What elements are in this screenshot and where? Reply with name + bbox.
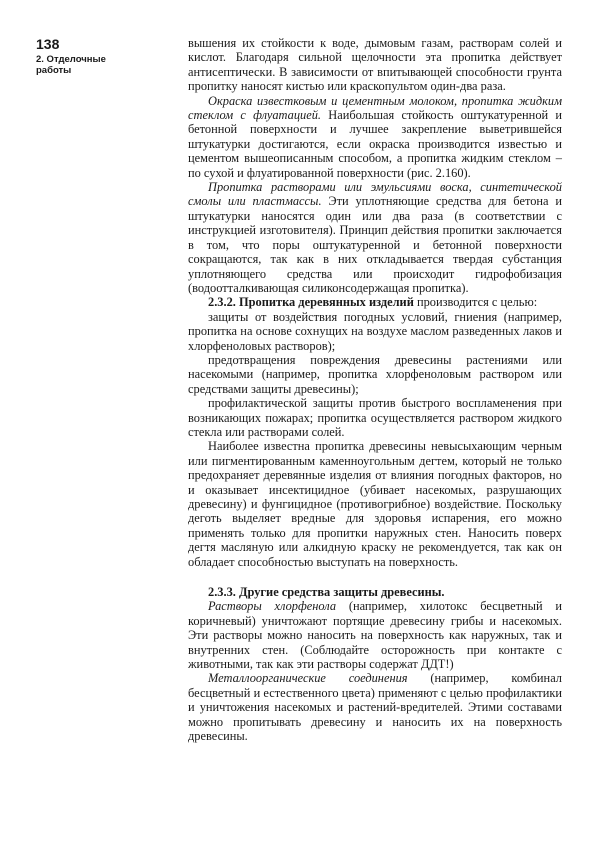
section-2-3-2-intro: производится с целью: [413,295,538,310]
section-heading-2-3-2: 2.3.2. Пропитка деревянных изделий [208,295,414,310]
run-in-title-chlorophenol: Растворы хлорфенола [208,599,337,614]
list-item: предотвращения повреждения древесины растениями или насекомыми (например, пропитка хлорфеноловым раствором или средствами защиты древесины); [188,352,562,396]
section-2-3-3 [188,585,562,599]
list-item: защиты от воздействия погодных условий, гниения (например, пропитка на основе сохнущих на воздухе маслом разведенных лаков и хлорфеноловых растворов); [188,309,562,353]
paragraph-lime-wash-text: Наибольшая стойкость оштукатуренной и бетонной поверхности и лучшее закрепление выветрившейся штукатурки достигаются, если окраска производится известью и цементом вышеописанным способом, а пропитка жидким стеклом – по сухой и флуатированной поверхности (рис. 2.160). [188,108,562,180]
paragraph-organometallic [188,671,562,743]
paragraph-tar: Наиболее известна пропитка древесины невысыхающим черным или пигментированным каменноугольным дегтем, который не только предохраняет деревянные изделия от влияния погодных факторов, но и оказывает инсектицидное (убивает насекомых, разрушающих древесину) и фунгицидное (противогрибное) воздействие. Поскольку деготь выделяет вредные для здоровья испарения, его можно применять только для пропитки наружных стен. Наносить поверх дегтя масляную или алкидную краску не рекомендуется, так как он обладает способностью выступать на поверхность. [188,439,562,569]
paragraph-organometallic-text: (например, комбинал бесцветный и естественного цвета) применяют с целью профилактики и уничтожения насекомых и растений-вредителей. Этими составами можно пропитывать древесину и наносить их на поверхность древесины. [188,671,562,744]
paragraph-lime-wash [188,94,562,180]
list-item: профилактической защиты против быстрого воспламенения при возникающих пожарах; пропитка осуществляется раствором жидкого стекла или растворами солей. [188,396,562,439]
section-gap [188,569,562,585]
section-heading-2-3-3: 2.3.3. Другие средства защиты древесины. [208,585,445,600]
paragraph-chlorophenol [188,599,562,671]
paragraph-chlorophenol-text: (например, хилотокс бесцветный и коричневый) уничтожают портящие древесину грибы и насекомых. Эти растворы можно наносить на поверхность как наружных, так и внутренних стен. (Соблюдайте осторожность при контакте с животными, так как эти растворы содержат ДДТ!) [188,599,563,672]
paragraph-continuation: вышения их стойкости к воде, дымовым газам, растворам солей и кислот. Благодаря сильной щелочности эта пропитка действует антисептически. В зависимости от впитывающей способности грунта пропитку наносят кистью или краскопультом один-два раза. [188,36,562,94]
run-in-title-lime-wash: Окраска известковым и цементным молоком, пропитка жидким стеклом с флуатацией. [188,93,562,123]
run-in-title-wax-impregnation: Пропитка растворами или эмульсиями воска, синтетической смолы или пластмассы. [188,180,562,209]
margin-column [36,36,146,76]
page-number: 138 [36,36,60,52]
body-text [188,36,562,744]
paragraph-wax-impregnation [188,180,562,295]
paragraph-wax-impregnation-text: Эти уплотняющие средства для бетона и штукатурки наносятся один или два раза (в соответствии с инструкцией изготовителя). Принцип действия пропитки заключается в том, что поры оштукатуренной и бетонной поверхности сокращаются, так как в них откладывается твердая субстанция уплотняющего средства или происходит гидрофобизация (водоотталкивающая силиконсодержащая пропитка). [188,194,562,295]
run-in-title-organometallic: Металлоорганические соединения [208,671,408,686]
running-head: 2. Отделочные работы [36,54,106,76]
section-2-3-2 [188,295,562,309]
